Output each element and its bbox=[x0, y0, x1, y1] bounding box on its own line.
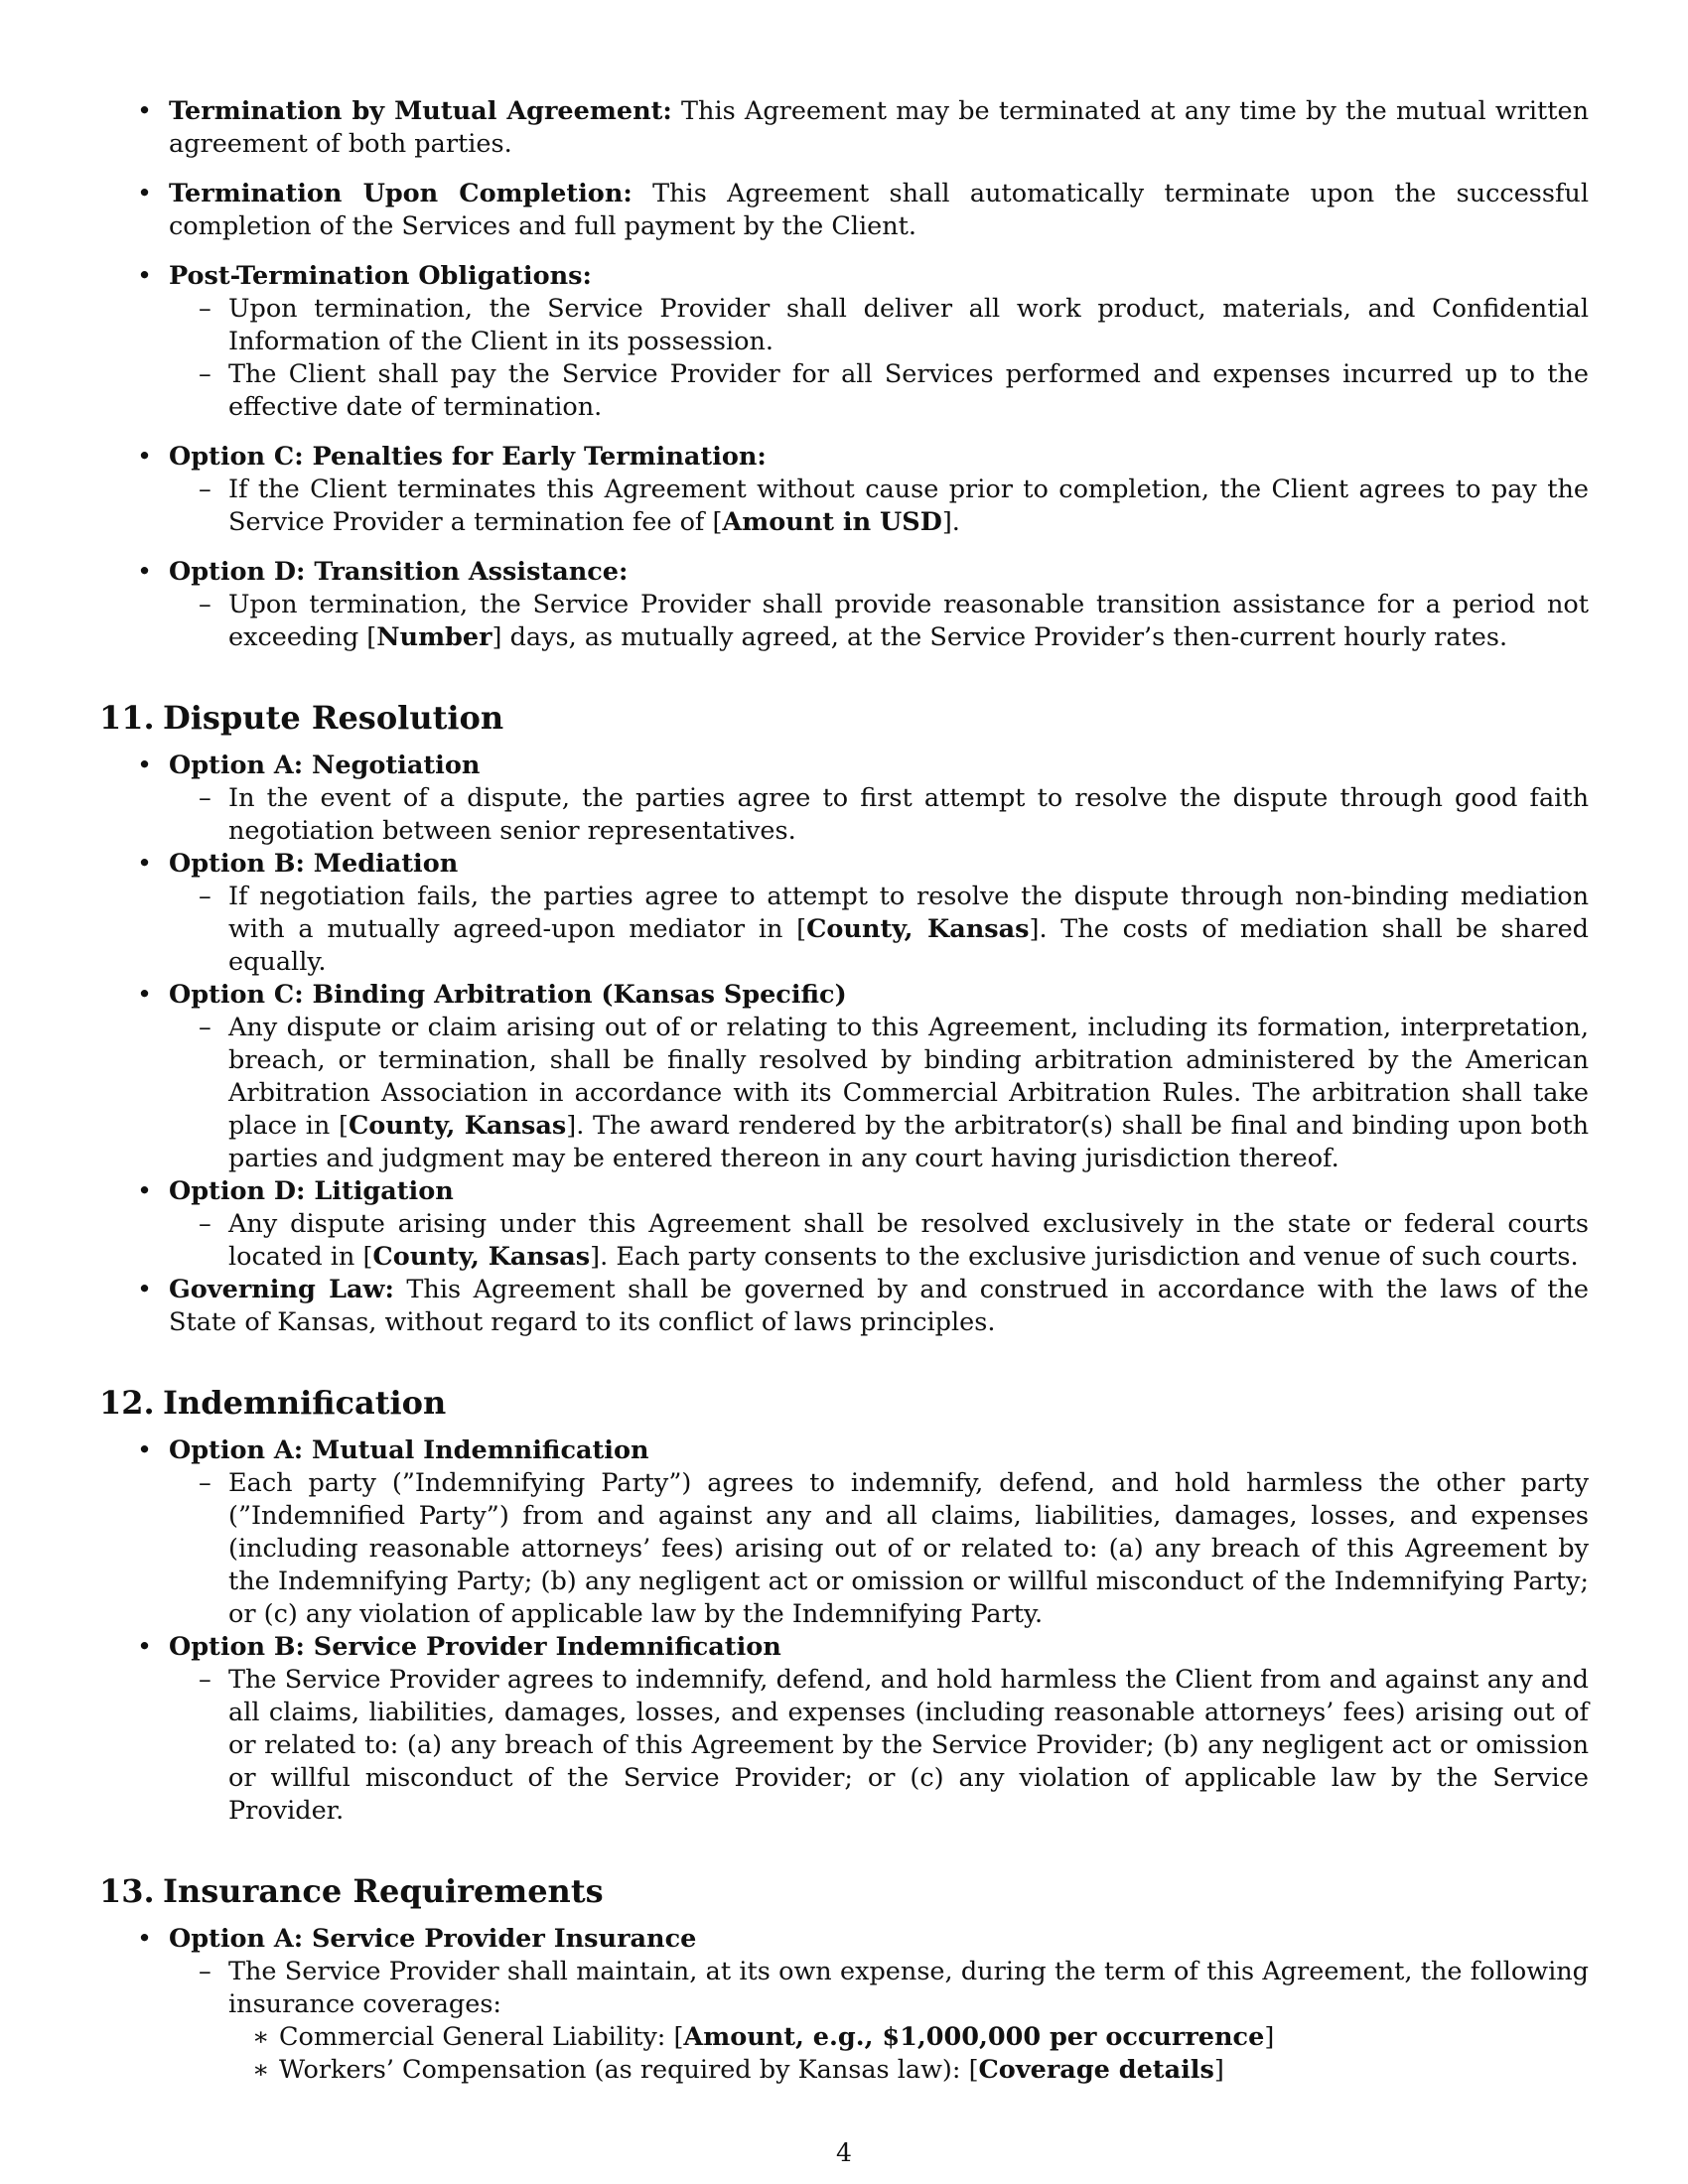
list-item bbox=[228, 2054, 1589, 2087]
termination-mutual bbox=[99, 95, 1589, 161]
section-title: Indemnification bbox=[163, 1384, 447, 1422]
placeholder-county: County, Kansas bbox=[372, 1242, 591, 1272]
list-item bbox=[169, 589, 1589, 654]
section-13-list bbox=[99, 1923, 1589, 2087]
termination-option-c-list bbox=[169, 474, 1589, 539]
text: Any dispute or claim arising out of or relating to this Agreement, including its formation, interpretation, breach, or termination, shall be finally resolved by binding arbitration administered by the American Arbitration Association in accordance with its Commercial Arbitration Rules. The arbitration shall take place in [ bbox=[228, 1013, 1589, 1141]
placeholder-amount: Amount, e.g., $1,000,000 per occurrence bbox=[683, 2022, 1265, 2052]
text: Commercial General Liability: [ bbox=[279, 2022, 684, 2052]
post-termination-item-1: – Upon termination, the Service Provider shall deliver all work product, materials, and Confidential Information of the Client in its possession. bbox=[228, 294, 1589, 356]
governing-law bbox=[99, 1274, 1589, 1339]
placeholder-county: County, Kansas bbox=[348, 1111, 567, 1141]
termination-option-c bbox=[99, 441, 1589, 539]
sub-list bbox=[169, 1467, 1589, 1631]
termination-option-c-label: Option C: Penalties for Early Termination: bbox=[169, 442, 767, 472]
termination-option-d-label: Option D: Transition Assistance: bbox=[169, 557, 629, 587]
termination-list bbox=[99, 95, 1589, 654]
option-label: Option A: Negotiation bbox=[169, 751, 481, 780]
list-item bbox=[169, 1012, 1589, 1175]
section-title: Insurance Requirements bbox=[163, 1872, 604, 1910]
list-item bbox=[228, 2021, 1589, 2054]
text: If negotiation fails, the parties agree to attempt to resolve the dispute through non-binding mediation with a mutually agreed-upon mediator in [ bbox=[228, 882, 1589, 944]
termination-mutual-label: Termination by Mutual Agreement: bbox=[169, 96, 672, 126]
termination-mutual-text: This Agreement may be terminated at any time by the mutual written agreement of both parties. bbox=[169, 96, 1589, 159]
dispute-option-a bbox=[99, 750, 1589, 848]
text: ]. Each party consents to the exclusive jurisdiction and venue of such courts. bbox=[590, 1242, 1579, 1272]
termination-option-d bbox=[99, 556, 1589, 654]
list-item bbox=[169, 1208, 1589, 1274]
placeholder-amount: Amount in USD bbox=[722, 507, 942, 537]
section-11-list bbox=[99, 750, 1589, 1339]
list-item bbox=[169, 881, 1589, 979]
section-title: Dispute Resolution bbox=[163, 699, 504, 737]
text: ] bbox=[1264, 2022, 1275, 2052]
post-termination-item-2: – The Client shall pay the Service Provider for all Services performed and expenses incurred up to the effective date of termination. bbox=[228, 359, 1589, 422]
text: ]. bbox=[941, 507, 960, 537]
section-12-list bbox=[99, 1434, 1589, 1828]
coverage-list bbox=[228, 2021, 1589, 2087]
list-item bbox=[169, 358, 1589, 424]
text: Any dispute arising under this Agreement shall be resolved exclusively in the state or federal courts located in [ bbox=[228, 1209, 1589, 1272]
text: If the Client terminates this Agreement without cause prior to completion, the Client agrees to pay the Service Provider a termination fee of [ bbox=[228, 475, 1589, 537]
text: ]. The award rendered by the arbitrator(s) shall be final and binding upon both parties and judgment may be entered thereon in any court having jurisdiction thereof. bbox=[228, 1111, 1589, 1173]
option-text: – Each party (”Indemnifying Party”) agrees to indemnify, defend, and hold harmless the other party (”Indemnified Party”) from and against any and all claims, liabilities, damages, losses, and expenses (including reasonable attorneys’ fees) arising out of or related to: (a) any breach of this Agreement by the Indemnifying Party; (b) any negligent act or omission or willful misconduct of the Indemnifying Party; or (c) any violation of applicable law by the Indemnifying Party. bbox=[228, 1468, 1589, 1629]
text: Workers’ Compensation (as required by Kansas law): [ bbox=[279, 2055, 979, 2085]
option-label: Option D: Litigation bbox=[169, 1176, 454, 1206]
dispute-option-c bbox=[99, 979, 1589, 1175]
post-termination-label: Post-Termination Obligations: bbox=[169, 261, 592, 291]
section-number: 13. bbox=[99, 1872, 155, 1910]
list-item bbox=[169, 1467, 1589, 1631]
list-item bbox=[169, 782, 1589, 848]
placeholder-coverage: Coverage details bbox=[978, 2055, 1214, 2085]
section-11-heading bbox=[99, 698, 1589, 738]
termination-option-d-list bbox=[169, 589, 1589, 654]
post-termination bbox=[99, 260, 1589, 424]
option-label: Option A: Service Provider Insurance bbox=[169, 1924, 697, 1954]
sub-list bbox=[169, 1208, 1589, 1274]
text: This Agreement shall be governed by and construed in accordance with the laws of the State of Kansas, without regard to its conflict of laws principles. bbox=[169, 1275, 1589, 1337]
option-label: Governing Law: bbox=[169, 1275, 394, 1304]
option-text: – The Service Provider agrees to indemnify, defend, and hold harmless the Client from and against any and all claims, liabilities, damages, losses, and expenses (including reasonable attorneys’ fees) arising out of or related to: (a) any breach of this Agreement by the Service Provider; (b) any negligent act or omission or willful misconduct of the Service Provider; or (c) any violation of applicable law by the Service Provider. bbox=[228, 1665, 1589, 1826]
section-13-heading bbox=[99, 1871, 1589, 1911]
post-termination-list bbox=[169, 293, 1589, 424]
termination-completion-text: This Agreement shall automatically terminate upon the successful completion of the Services and full payment by the Client. bbox=[169, 179, 1589, 241]
text: ]. The costs of mediation shall be shared equally. bbox=[228, 914, 1589, 977]
page-number: 4 bbox=[836, 2138, 852, 2167]
dispute-option-b bbox=[99, 848, 1589, 979]
section-number: 12. bbox=[99, 1384, 155, 1422]
option-label: Option B: Mediation bbox=[169, 849, 459, 879]
sub-list bbox=[169, 782, 1589, 848]
sub-list bbox=[169, 1664, 1589, 1828]
option-label: Option A: Mutual Indemnification bbox=[169, 1435, 649, 1465]
list-item bbox=[169, 1664, 1589, 1828]
list-item bbox=[169, 1956, 1589, 2087]
option-label: Option C: Binding Arbitration (Kansas Specific) bbox=[169, 980, 847, 1010]
document-page bbox=[99, 95, 1589, 2087]
text: ] days, as mutually agreed, at the Service Provider’s then-current hourly rates. bbox=[492, 622, 1508, 652]
sub-list bbox=[169, 881, 1589, 979]
insurance-option-a bbox=[99, 1923, 1589, 2087]
section-number: 11. bbox=[99, 699, 155, 737]
indemnification-option-a bbox=[99, 1434, 1589, 1631]
section-12-heading bbox=[99, 1383, 1589, 1423]
list-item bbox=[169, 293, 1589, 358]
termination-completion-label: Termination Upon Completion: bbox=[169, 179, 633, 208]
option-text: – The Service Provider shall maintain, at its own expense, during the term of this Agreement, the following insurance coverages: bbox=[228, 1957, 1589, 2019]
placeholder-number: Number bbox=[376, 622, 492, 652]
sub-list bbox=[169, 1956, 1589, 2087]
placeholder-county: County, Kansas bbox=[806, 914, 1030, 944]
option-text: – In the event of a dispute, the parties agree to first attempt to resolve the dispute through good faith negotiation between senior representatives. bbox=[228, 783, 1589, 846]
indemnification-option-b bbox=[99, 1631, 1589, 1828]
sub-list bbox=[169, 1012, 1589, 1175]
termination-completion bbox=[99, 178, 1589, 243]
text: Upon termination, the Service Provider shall provide reasonable transition assistance for a period not exceeding [ bbox=[228, 590, 1589, 652]
option-label: Option B: Service Provider Indemnification bbox=[169, 1632, 781, 1662]
text: ] bbox=[1213, 2055, 1224, 2085]
dispute-option-d bbox=[99, 1175, 1589, 1274]
list-item bbox=[169, 474, 1589, 539]
